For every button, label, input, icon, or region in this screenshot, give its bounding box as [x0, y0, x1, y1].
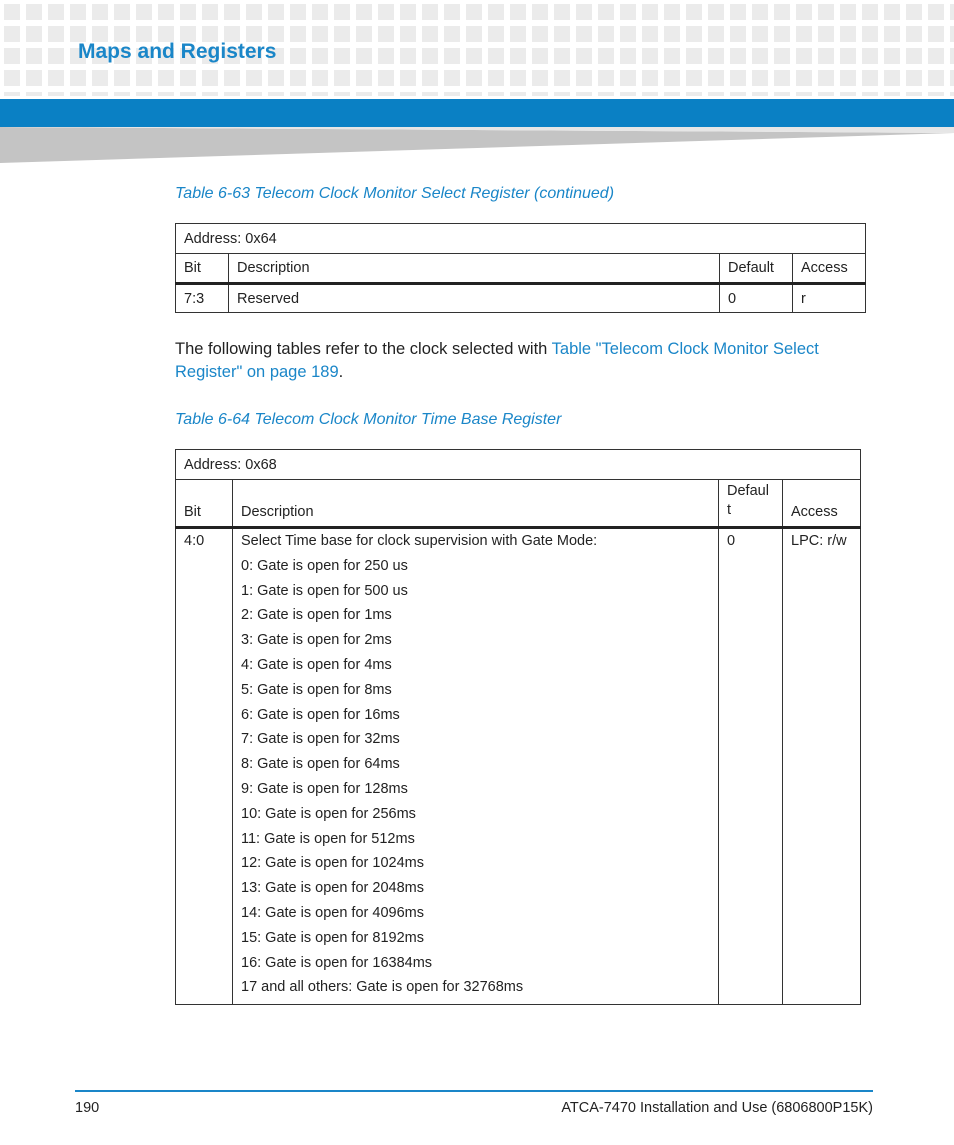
table-63-header-description: Description — [229, 254, 720, 284]
paragraph-end: . — [338, 363, 344, 381]
table-row — [176, 284, 866, 313]
header-blue-bar — [0, 99, 954, 127]
table-row — [176, 528, 861, 1005]
table-64-caption: Table 6-64 Telecom Clock Monitor Time Base Register — [175, 411, 562, 428]
table-63-address: Address: 0x64 — [176, 224, 866, 254]
default-value: 0 — [727, 533, 736, 549]
table-64-cell-description — [233, 528, 719, 1005]
header-grey-swoosh — [0, 127, 954, 163]
table-63-cell-bit: 7:3 — [176, 284, 229, 313]
table-63-header-default: Default — [720, 254, 793, 284]
description-line: 0: Gate is open for 250 us — [241, 557, 408, 574]
description-line: 12: Gate is open for 1024ms — [241, 855, 424, 872]
description-line: 2: Gate is open for 1ms — [241, 607, 392, 624]
intro-paragraph — [175, 338, 875, 384]
description-line: 4: Gate is open for 4ms — [241, 656, 392, 673]
description-line: 10: Gate is open for 256ms — [241, 805, 416, 822]
description-line: 15: Gate is open for 8192ms — [241, 929, 424, 946]
table-64-cell-default — [719, 528, 783, 1005]
table-63-cell-access: r — [793, 284, 866, 313]
description-line: Select Time base for clock supervision with Gate Mode: — [241, 533, 598, 549]
table-63-cell-default: 0 — [720, 284, 793, 313]
description-line: 5: Gate is open for 8ms — [241, 681, 392, 698]
table-63-cell-description: Reserved — [229, 284, 720, 313]
paragraph-text: The following tables refer to the clock selected with — [175, 340, 552, 358]
table-64-cell-bit — [176, 528, 233, 1005]
section-title: Maps and Registers — [78, 40, 277, 63]
description-line: 17 and all others: Gate is open for 32768ms — [241, 979, 524, 996]
bit-value: 4:0 — [184, 533, 205, 549]
header-default-line2: t — [727, 502, 732, 518]
table-64 — [175, 449, 861, 1005]
description-line: 7: Gate is open for 32ms — [241, 731, 400, 748]
table-64-header-bit: Bit — [176, 480, 233, 528]
description-line: 16: Gate is open for 16384ms — [241, 954, 433, 971]
table-64-cell-access — [783, 528, 861, 1005]
description-line: 1: Gate is open for 500 us — [241, 582, 408, 599]
access-value: LPC: r/w — [791, 533, 847, 549]
description-line: 8: Gate is open for 64ms — [241, 756, 400, 773]
document-title: ATCA-7470 Installation and Use (6806800P15K) — [561, 1100, 873, 1116]
table-63-caption: Table 6-63 Telecom Clock Monitor Select Register (continued) — [175, 185, 615, 202]
table-64-header-description: Description — [233, 480, 719, 528]
table-63 — [175, 223, 866, 313]
footer-rule — [75, 1090, 873, 1092]
header-default-line1: Defaul — [727, 483, 769, 499]
table-63-header-bit: Bit — [176, 254, 229, 284]
description-lines — [241, 529, 710, 1000]
table-reference-link[interactable]: Table "Telecom Clock Monitor Select Register" on page 189 — [175, 340, 819, 381]
table-64-header-access: Access — [783, 480, 861, 528]
description-line: 3: Gate is open for 2ms — [241, 632, 392, 649]
table-64-header-default — [719, 480, 783, 528]
description-line: 14: Gate is open for 4096ms — [241, 904, 424, 921]
table-63-header-access: Access — [793, 254, 866, 284]
description-line: 13: Gate is open for 2048ms — [241, 880, 424, 897]
description-line: 6: Gate is open for 16ms — [241, 706, 400, 723]
page-number: 190 — [75, 1100, 100, 1116]
description-line: 11: Gate is open for 512ms — [241, 830, 415, 847]
table-64-address: Address: 0x68 — [176, 450, 861, 480]
description-line: 9: Gate is open for 128ms — [241, 780, 408, 797]
